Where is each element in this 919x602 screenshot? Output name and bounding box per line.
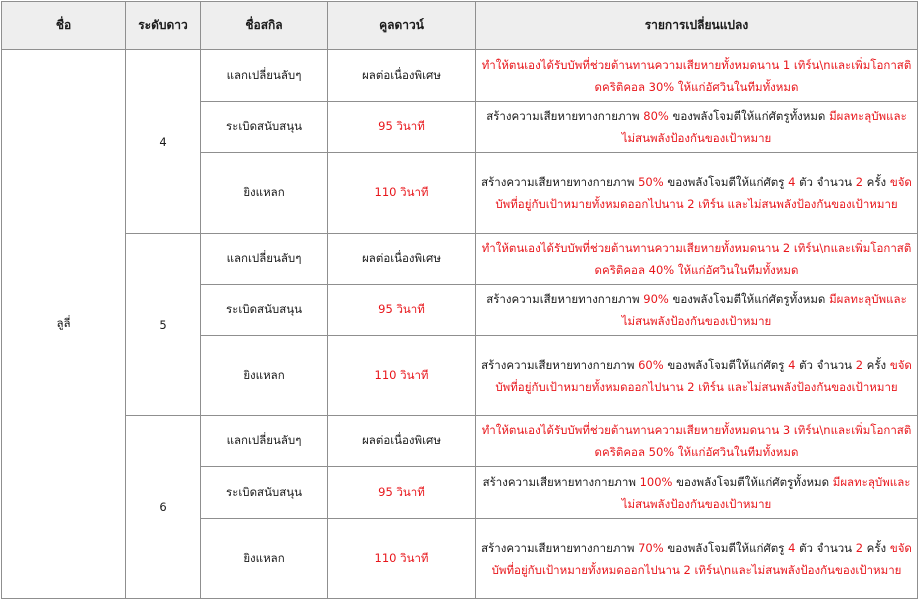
description-segment: ทำให้ตนเองได้รับบัพที่ช่วยต้านทานความเสียหายทั้งหมดนาน 1 เทิร์น\nและเพิ่มโอกาสติดคริติคอล 30% ให้แก่อัศวินในทีมทั้งหมด — [481, 57, 912, 94]
change-description-cell — [476, 519, 918, 599]
change-description-cell — [476, 102, 918, 153]
description-segment: ขจัดบัพที่อยู่กับเป้าหมายทั้งหมดออกไปนาน 2 เทิร์น และไม่สนพลังป้องกันของเป้าหมาย — [495, 357, 912, 394]
table-row — [2, 234, 918, 285]
description-segment: ทำให้ตนเองได้รับบัพที่ช่วยต้านทานความเสียหายทั้งหมดนาน 2 เทิร์น\nและเพิ่มโอกาสติดคริติคอล 40% ให้แก่อัศวินในทีมทั้งหมด — [481, 241, 912, 277]
description-segment: 50% — [638, 175, 664, 189]
cooldown-cell: 110 วินาที — [328, 336, 476, 416]
description-segment: 60% — [638, 357, 664, 372]
cooldown-cell: 95 วินาที — [328, 102, 476, 153]
description-segment: 70% — [638, 540, 664, 555]
skill-name-cell: ยิงแหลก — [201, 153, 328, 234]
cooldown-cell: 110 วินาที — [328, 153, 476, 234]
skill-name-cell: ยิงแหลก — [201, 336, 328, 416]
description-segment: สร้างความเสียหายทางกายภาพ — [482, 474, 640, 489]
change-description-cell — [476, 467, 918, 519]
description-segment: ตัว จำนวน — [795, 357, 856, 372]
skill-name-cell: แลกเปลี่ยนลับๆ — [201, 416, 328, 467]
description-segment: มีผลทะลุบัพและไม่สนพลังป้องกันของเป้าหมาย — [621, 292, 907, 328]
description-segment: สร้างความเสียหายทางกายภาพ — [481, 175, 639, 189]
skill-name-cell: ระเบิดสนับสนุน — [201, 285, 328, 336]
description-segment: 90% — [643, 292, 669, 306]
change-description-cell — [476, 153, 918, 234]
description-segment: ตัว จำนวน — [795, 175, 856, 189]
description-segment: ของพลังโจมตีให้แก่ศัตรูทั้งหมด — [672, 474, 833, 489]
description-segment: ของพลังโจมตีให้แก่ศัตรู — [663, 175, 789, 189]
description-segment: 80% — [643, 109, 669, 123]
description-segment: ของพลังโจมตีให้แก่ศัตรู — [663, 357, 789, 372]
description-segment: 4 — [788, 175, 796, 189]
table-header — [2, 2, 918, 50]
description-segment: ขจัดบัพที่อยู่กับเป้าหมายทั้งหมดออกไปนาน 2 เทิร์น\nและไม่สนพลังป้องกันของเป้าหมาย — [491, 540, 912, 577]
description-segment: ครั้ง — [863, 357, 890, 372]
skill-name-cell: ระเบิดสนับสนุน — [201, 102, 328, 153]
description-segment: ครั้ง — [863, 175, 890, 189]
description-segment: ตัว จำนวน — [795, 540, 856, 555]
description-segment: 2 — [855, 357, 864, 372]
description-segment: 100% — [639, 474, 673, 489]
star-level-cell: 6 — [126, 416, 201, 599]
change-description-cell — [476, 285, 918, 336]
star-level-cell: 5 — [126, 234, 201, 416]
description-segment: ขจัดบัพที่อยู่กับเป้าหมายทั้งหมดออกไปนาน 2 เทิร์น และไม่สนพลังป้องกันของเป้าหมาย — [495, 175, 912, 211]
character-name-cell: ลูลี่ — [2, 50, 126, 599]
cooldown-cell: ผลต่อเนื่องพิเศษ — [328, 50, 476, 102]
description-segment: 2 — [855, 175, 864, 189]
skill-changes-table — [1, 1, 918, 599]
description-segment: ของพลังโจมตีให้แก่ศัตรูทั้งหมด — [668, 292, 830, 306]
skill-name-cell: แลกเปลี่ยนลับๆ — [201, 50, 328, 102]
header-name: ชื่อ — [2, 2, 126, 50]
description-segment: ของพลังโจมตีให้แก่ศัตรู — [663, 540, 789, 555]
cooldown-cell: ผลต่อเนื่องพิเศษ — [328, 234, 476, 285]
description-segment: สร้างความเสียหายทางกายภาพ — [481, 357, 639, 372]
description-segment: 4 — [788, 357, 796, 372]
skill-name-cell: ยิงแหลก — [201, 519, 328, 599]
skill-name-cell: แลกเปลี่ยนลับๆ — [201, 234, 328, 285]
description-segment: มีผลทะลุบัพและไม่สนพลังป้องกันของเป้าหมาย — [621, 474, 911, 511]
change-description-cell — [476, 336, 918, 416]
description-segment: สร้างความเสียหายทางกายภาพ — [486, 109, 644, 123]
change-description-cell — [476, 416, 918, 467]
description-segment: สร้างความเสียหายทางกายภาพ — [486, 292, 644, 306]
change-description-cell — [476, 234, 918, 285]
cooldown-cell: ผลต่อเนื่องพิเศษ — [328, 416, 476, 467]
change-description-cell — [476, 50, 918, 102]
cooldown-cell: 95 วินาที — [328, 285, 476, 336]
description-segment: ครั้ง — [863, 540, 890, 555]
header-change-list: รายการเปลี่ยนแปลง — [476, 2, 918, 50]
header-row — [2, 2, 918, 50]
description-segment: ของพลังโจมตีให้แก่ศัตรูทั้งหมด — [668, 109, 830, 123]
table-row — [2, 50, 918, 102]
header-star-level: ระดับดาว — [126, 2, 201, 50]
description-segment: สร้างความเสียหายทางกายภาพ — [481, 540, 639, 555]
table-row — [2, 416, 918, 467]
skill-name-cell: ระเบิดสนับสนุน — [201, 467, 328, 519]
description-segment: 2 — [855, 540, 864, 555]
header-skill-name: ชื่อสกิล — [201, 2, 328, 50]
header-cooldown: คูลดาวน์ — [328, 2, 476, 50]
cooldown-cell: 95 วินาที — [328, 467, 476, 519]
table-body — [2, 50, 918, 599]
description-segment: มีผลทะลุบัพและไม่สนพลังป้องกันของเป้าหมาย — [621, 109, 907, 145]
description-segment: ทำให้ตนเองได้รับบัพที่ช่วยต้านทานความเสียหายทั้งหมดนาน 3 เทิร์น\nและเพิ่มโอกาสติดคริติคอล 50% ให้แก่อัศวินในทีมทั้งหมด — [481, 423, 912, 459]
description-segment: 4 — [788, 540, 796, 555]
cooldown-cell: 110 วินาที — [328, 519, 476, 599]
star-level-cell: 4 — [126, 50, 201, 234]
